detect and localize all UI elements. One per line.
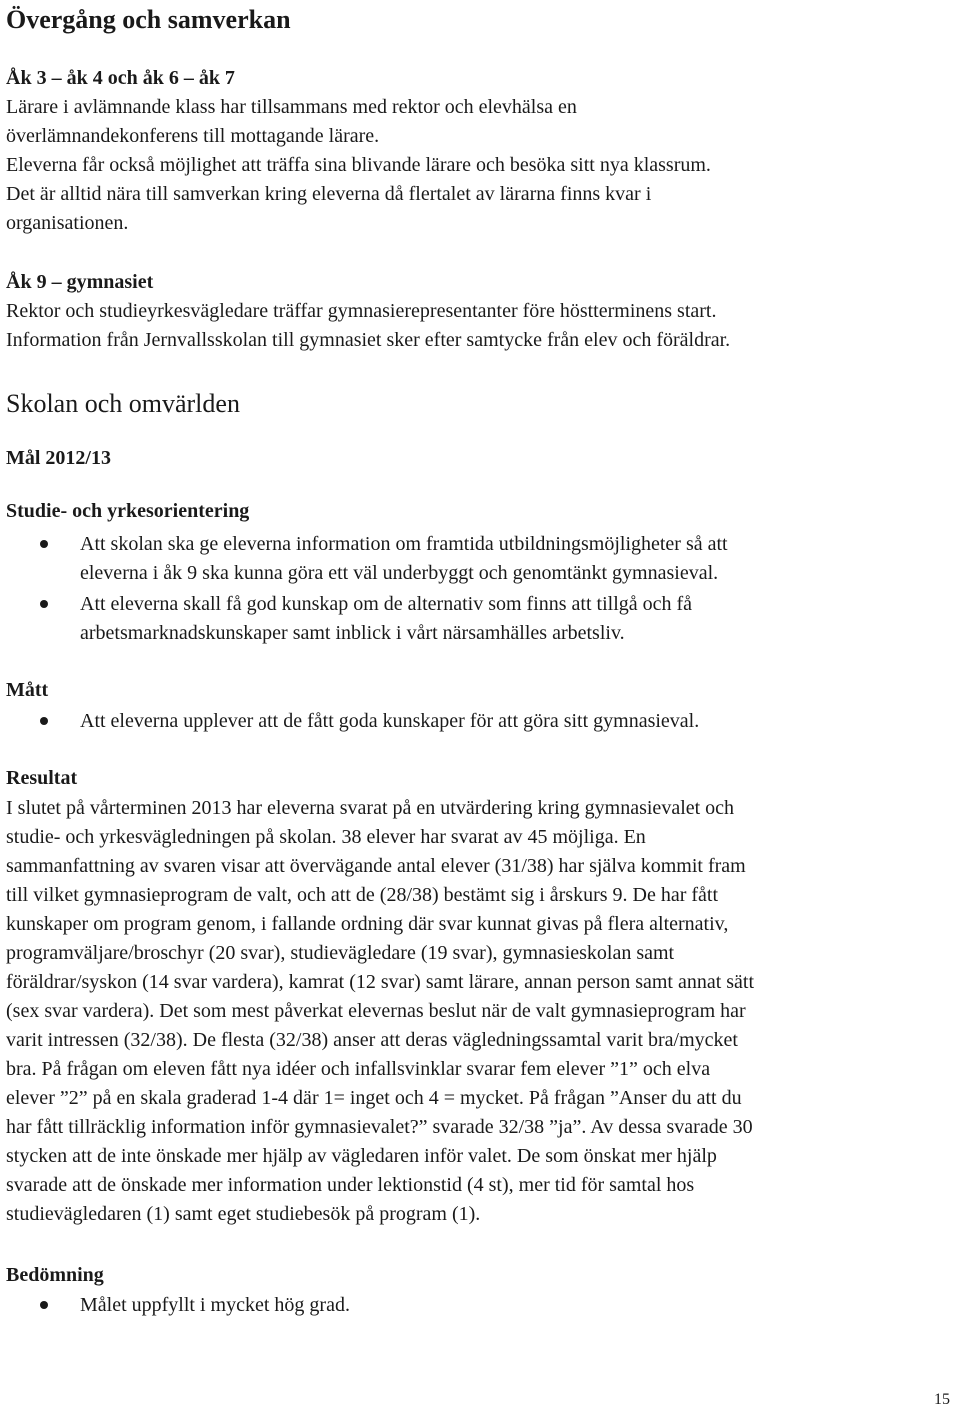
- list-item: [6, 1291, 950, 1320]
- paragraph-line: studie- och yrkesvägledningen på skolan. 38 elever har svarat av 45 möjliga. En: [6, 826, 646, 848]
- paragraph-line: överlämnandekonferens till mottagande lärare.: [6, 125, 380, 147]
- paragraph-line: Det är alltid nära till samverkan kring eleverna då flertalet av lärarna finns kvar i: [6, 183, 652, 205]
- goal-heading: Mål 2012/13: [6, 447, 111, 469]
- page-title: Övergång och samverkan: [6, 5, 291, 34]
- assessment-heading: Bedömning: [6, 1264, 104, 1286]
- list-item-line: Att eleverna upplever att de fått goda kunskaper för att göra sitt gymnasieval.: [80, 710, 700, 732]
- goal-bullet-list: [6, 530, 950, 648]
- list-item: [6, 590, 950, 648]
- paragraph-line: föräldrar/syskon (14 svar vardera), kamrat (12 svar) samt lärare, annan person samt annat sätt: [6, 971, 755, 993]
- section-title-skolan-omvarlden: Skolan och omvärlden: [6, 389, 240, 418]
- paragraph-line: I slutet på vårterminen 2013 har eleverna svarat på en utvärdering kring gymnasievalet och: [6, 797, 735, 819]
- paragraph-line: programväljare/broschyr (20 svar), studievägledare (19 svar), gymnasieskolan samt: [6, 942, 675, 964]
- paragraph-line: Eleverna får också möjlighet att träffa sina blivande lärare och besöka sitt nya klassrum.: [6, 154, 711, 176]
- bullet-icon: [40, 717, 48, 725]
- result-heading: Resultat: [6, 767, 78, 789]
- bullet-icon: [40, 540, 48, 548]
- section-ak3-ak7: [6, 64, 950, 238]
- list-item: [6, 707, 950, 736]
- assessment-bullet-list: [6, 1291, 950, 1320]
- measure-heading: Mått: [6, 679, 49, 701]
- paragraph-line: till vilket gymnasieprogram de valt, och att de (28/38) bestämt sig i årskurs 9. De har fått: [6, 884, 719, 906]
- paragraph-line: varit intressen (32/38). De flesta (32/38) anser att deras vägledningssamtal varit bra/mycket: [6, 1029, 738, 1051]
- paragraph-line: studievägledaren (1) samt eget studiebesök på program (1).: [6, 1203, 481, 1225]
- list-item-line: arbetsmarknadskunskaper samt inblick i vårt närsamhälles arbetsliv.: [80, 622, 625, 644]
- paragraph-line: kunskaper om program genom, i fallande ordning där svar kunnat givas på flera alternativ,: [6, 913, 729, 935]
- paragraph-line: stycken att de inte önskade mer hjälp av vägledaren inför valet. De som önskat mer hjälp: [6, 1145, 717, 1167]
- paragraph-line: bra. På frågan om eleven fått nya idéer och infallsvinklar svarar fem elever ”1” och elva: [6, 1058, 711, 1080]
- page-number: 15: [934, 1391, 950, 1408]
- bullet-icon: [40, 600, 48, 608]
- paragraph-line: svarade att de önskade mer information under lektionstid (4 st), mer tid för samtal hos: [6, 1174, 695, 1196]
- paragraph-line: elever ”2” på en skala graderad 1-4 där 1= inget och 4 = mycket. På frågan ”Anser du att du: [6, 1087, 742, 1109]
- result-paragraph: [6, 794, 950, 1229]
- list-item-line: Att skolan ska ge eleverna information om framtida utbildningsmöjligheter så att: [80, 533, 728, 555]
- bullet-icon: [40, 1301, 48, 1309]
- paragraph-line: organisationen.: [6, 212, 129, 234]
- list-item-line: Att eleverna skall få god kunskap om de alternativ som finns att tillgå och få: [80, 593, 693, 615]
- section-heading: Åk 9 – gymnasiet: [6, 271, 154, 293]
- section-ak9-gymnasiet: [6, 268, 950, 355]
- topic-heading: Studie- och yrkesorientering: [6, 500, 250, 522]
- paragraph-line: Information från Jernvallsskolan till gymnasiet sker efter samtycke från elev och föräldrar.: [6, 329, 731, 351]
- section-heading: Åk 3 – åk 4 och åk 6 – åk 7: [6, 67, 235, 89]
- paragraph-line: (sex svar vardera). Det som mest påverkat elevernas beslut när de valt gymnasieprogram har: [6, 1000, 746, 1022]
- paragraph-line: Lärare i avlämnande klass har tillsammans med rektor och elevhälsa en: [6, 96, 577, 118]
- paragraph-line: har fått tillräcklig information inför gymnasievalet?” svarade 32/38 ”ja”. Av dessa svarade 30: [6, 1116, 753, 1138]
- list-item: [6, 530, 950, 588]
- paragraph-line: Rektor och studieyrkesvägledare träffar gymnasierepresentanter före höstterminens start.: [6, 300, 717, 322]
- measure-bullet-list: [6, 707, 950, 736]
- list-item-line: Målet uppfyllt i mycket hög grad.: [80, 1294, 350, 1316]
- paragraph-line: sammanfattning av svaren visar att övervägande antal elever (31/38) har själva kommit fram: [6, 855, 746, 877]
- list-item-line: eleverna i åk 9 ska kunna göra ett väl underbyggt och genomtänkt gymnasieval.: [80, 562, 719, 584]
